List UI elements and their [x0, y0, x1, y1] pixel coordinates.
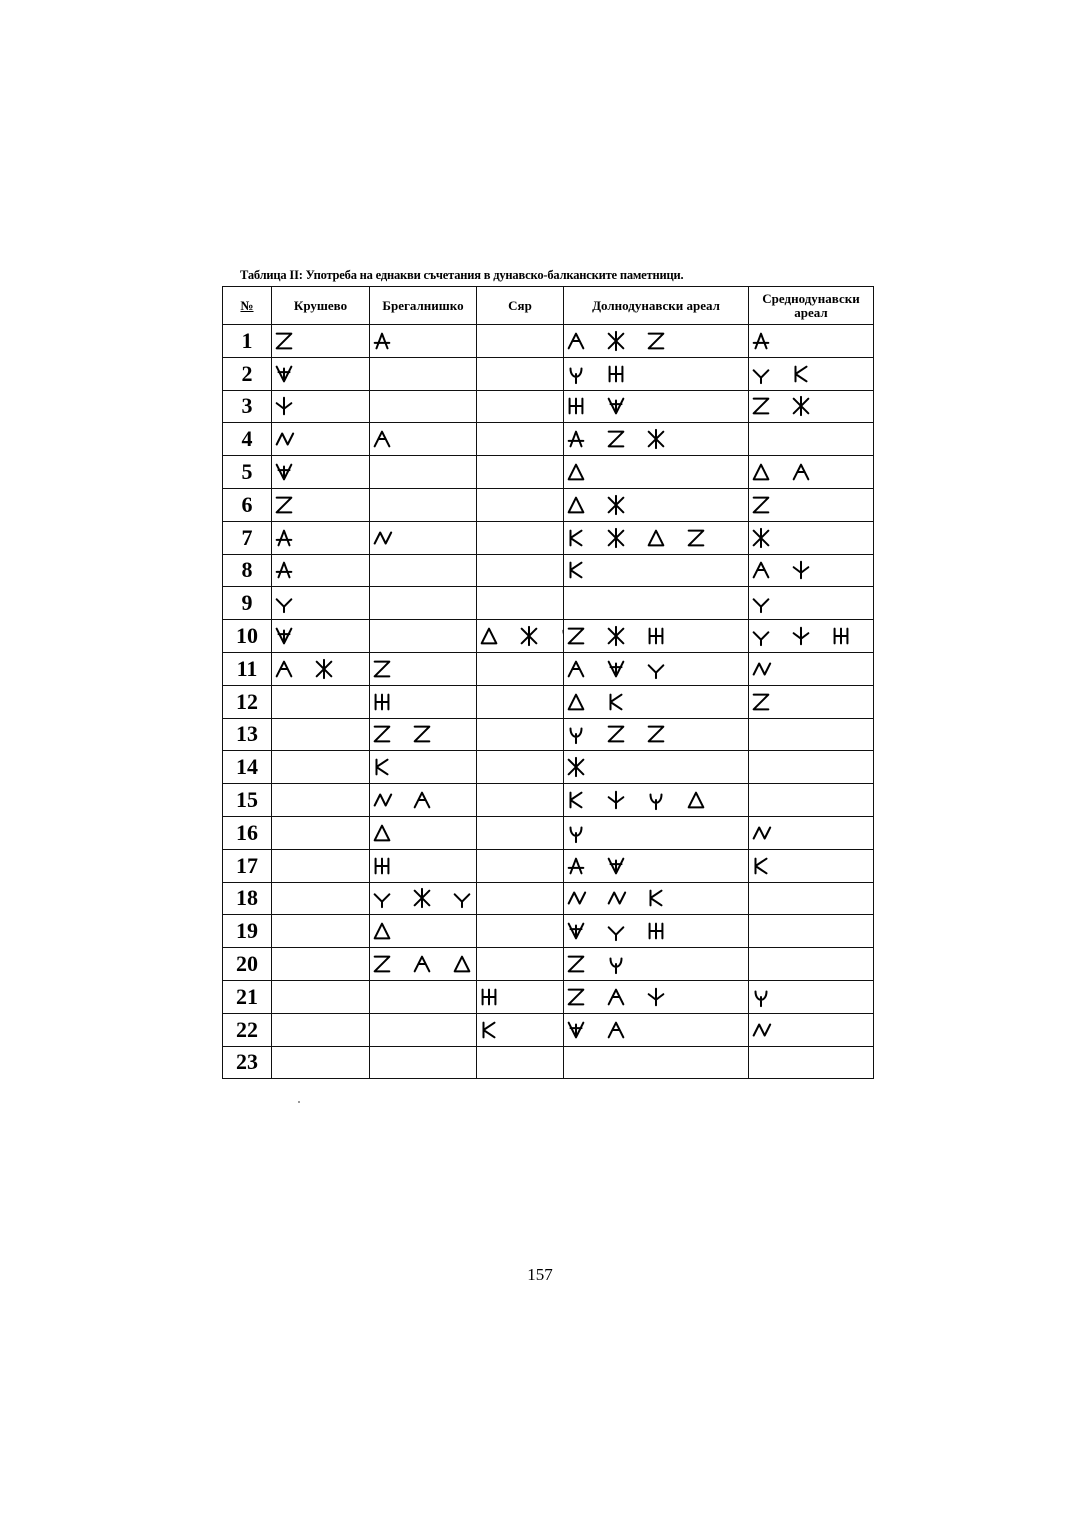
- cell-bregalnishko: [370, 685, 477, 718]
- table-row: [223, 456, 874, 489]
- runic-sign-glyph: [564, 461, 588, 483]
- runic-sign-glyph: [272, 658, 296, 680]
- row-number: 20: [223, 948, 272, 981]
- cell-bregalnishko: [370, 488, 477, 521]
- cell-srednodunavski: [749, 325, 874, 358]
- cell-dolnodunavski: [564, 488, 749, 521]
- runic-sign-glyph: [789, 395, 813, 417]
- cell-sar: [477, 620, 564, 653]
- runic-sign-glyph: [450, 887, 474, 909]
- runic-sign-glyph: [564, 395, 588, 417]
- table-row: [223, 685, 874, 718]
- row-number: 23: [223, 1046, 272, 1079]
- cell-dolnodunavski: [564, 882, 749, 915]
- cell-bregalnishko: [370, 718, 477, 751]
- runic-sign-glyph: [749, 330, 773, 352]
- cell-dolnodunavski: [564, 685, 749, 718]
- cell-krushevo: [272, 325, 370, 358]
- cell-sar: [477, 521, 564, 554]
- cell-sar: [477, 751, 564, 784]
- cell-krushevo: [272, 816, 370, 849]
- runic-sign-glyph: [272, 428, 296, 450]
- cell-dolnodunavski: [564, 816, 749, 849]
- runic-sign-glyph: [684, 527, 708, 549]
- cell-bregalnishko: [370, 652, 477, 685]
- row-number: 6: [223, 488, 272, 521]
- cell-krushevo: [272, 554, 370, 587]
- runic-sign-glyph: [564, 855, 588, 877]
- cell-dolnodunavski: [564, 849, 749, 882]
- runic-sign-glyph: [644, 658, 668, 680]
- row-number: 3: [223, 390, 272, 423]
- runic-sign-glyph: [370, 527, 394, 549]
- table-row: [223, 488, 874, 521]
- runic-sign-glyph: [410, 953, 434, 975]
- runic-sign-glyph: [604, 395, 628, 417]
- runic-sign-glyph: [604, 625, 628, 647]
- table-row: [223, 423, 874, 456]
- table-row: [223, 390, 874, 423]
- row-number: 12: [223, 685, 272, 718]
- cell-krushevo: [272, 718, 370, 751]
- runic-sign-glyph: [749, 494, 773, 516]
- runic-sign-glyph: [370, 822, 394, 844]
- runic-sign-glyph: [564, 953, 588, 975]
- cell-krushevo: [272, 784, 370, 817]
- cell-krushevo: [272, 948, 370, 981]
- row-number: 11: [223, 652, 272, 685]
- cell-sar: [477, 587, 564, 620]
- table-row: [223, 882, 874, 915]
- table-row: [223, 718, 874, 751]
- cell-sar: [477, 456, 564, 489]
- cell-srednodunavski: [749, 882, 874, 915]
- runic-sign-glyph: [644, 986, 668, 1008]
- runic-sign-glyph: [604, 330, 628, 352]
- cell-bregalnishko: [370, 915, 477, 948]
- table-row: [223, 980, 874, 1013]
- runic-sign-glyph: [604, 920, 628, 942]
- cell-krushevo: [272, 620, 370, 653]
- runic-sign-glyph: [604, 658, 628, 680]
- cell-srednodunavski: [749, 620, 874, 653]
- cell-srednodunavski: [749, 521, 874, 554]
- table-row: [223, 620, 874, 653]
- cell-srednodunavski: [749, 390, 874, 423]
- cell-srednodunavski: [749, 423, 874, 456]
- cell-sar: [477, 915, 564, 948]
- cell-sar: [477, 554, 564, 587]
- cell-krushevo: [272, 357, 370, 390]
- cell-bregalnishko: [370, 784, 477, 817]
- row-number: 8: [223, 554, 272, 587]
- runic-sign-glyph: [564, 658, 588, 680]
- runic-sign-glyph: [749, 625, 773, 647]
- runic-sign-glyph: [272, 625, 296, 647]
- cell-bregalnishko: [370, 423, 477, 456]
- runic-sign-glyph: [604, 527, 628, 549]
- cell-bregalnishko: [370, 325, 477, 358]
- runic-sign-glyph: [564, 789, 588, 811]
- cell-bregalnishko: [370, 620, 477, 653]
- cell-srednodunavski: [749, 980, 874, 1013]
- runic-sign-glyph: [370, 723, 394, 745]
- runic-sign-glyph: [644, 527, 668, 549]
- runic-sign-glyph: [370, 330, 394, 352]
- header-srednodunavski: Среднодунавски ареал: [749, 287, 874, 325]
- cell-dolnodunavski: [564, 620, 749, 653]
- row-number: 10: [223, 620, 272, 653]
- cell-dolnodunavski: [564, 423, 749, 456]
- header-row: [223, 287, 874, 325]
- runic-sign-glyph: [564, 494, 588, 516]
- runic-sign-glyph: [749, 559, 773, 581]
- cell-krushevo: [272, 652, 370, 685]
- cell-sar: [477, 816, 564, 849]
- row-number: 14: [223, 751, 272, 784]
- cell-srednodunavski: [749, 718, 874, 751]
- runic-sign-glyph: [604, 953, 628, 975]
- runic-sign-glyph: [410, 887, 434, 909]
- cell-sar: [477, 882, 564, 915]
- row-number: 7: [223, 521, 272, 554]
- cell-krushevo: [272, 685, 370, 718]
- runic-sign-glyph: [370, 953, 394, 975]
- cell-srednodunavski: [749, 948, 874, 981]
- cell-dolnodunavski: [564, 521, 749, 554]
- header-krushevo: Крушево: [272, 287, 370, 325]
- cell-sar: [477, 1046, 564, 1079]
- cell-krushevo: [272, 587, 370, 620]
- cell-srednodunavski: [749, 587, 874, 620]
- runic-sign-glyph: [644, 920, 668, 942]
- runic-sign-glyph: [370, 691, 394, 713]
- page-number: 157: [527, 1265, 553, 1284]
- runic-sign-glyph: [749, 855, 773, 877]
- runic-sign-glyph: [644, 723, 668, 745]
- cell-sar: [477, 652, 564, 685]
- runic-sign-glyph: [410, 723, 434, 745]
- cell-dolnodunavski: [564, 1046, 749, 1079]
- cell-bregalnishko: [370, 751, 477, 784]
- runic-sign-glyph: [272, 592, 296, 614]
- cell-krushevo: [272, 423, 370, 456]
- cell-srednodunavski: [749, 488, 874, 521]
- cell-dolnodunavski: [564, 390, 749, 423]
- row-number: 21: [223, 980, 272, 1013]
- cell-sar: [477, 685, 564, 718]
- cell-bregalnishko: [370, 948, 477, 981]
- runic-sign-glyph: [564, 363, 588, 385]
- runic-sign-glyph: [604, 855, 628, 877]
- runic-sign-glyph: [272, 363, 296, 385]
- runic-sign-glyph: [604, 1019, 628, 1041]
- table-row: [223, 521, 874, 554]
- table-row: [223, 1046, 874, 1079]
- cell-sar: [477, 784, 564, 817]
- cell-dolnodunavski: [564, 980, 749, 1013]
- table-row: [223, 587, 874, 620]
- runic-sign-glyph: [370, 855, 394, 877]
- cell-krushevo: [272, 390, 370, 423]
- cell-dolnodunavski: [564, 915, 749, 948]
- runic-sign-glyph: [564, 428, 588, 450]
- runic-sign-glyph: [604, 723, 628, 745]
- cell-srednodunavski: [749, 554, 874, 587]
- table-row: [223, 357, 874, 390]
- runic-sign-glyph: [644, 428, 668, 450]
- runic-sign-glyph: [564, 1019, 588, 1041]
- runic-sign-glyph: [272, 330, 296, 352]
- runic-sign-glyph: [272, 395, 296, 417]
- cell-krushevo: [272, 849, 370, 882]
- runic-sign-glyph: [517, 625, 541, 647]
- cell-dolnodunavski: [564, 652, 749, 685]
- header-sar: Сяр: [477, 287, 564, 325]
- cell-sar: [477, 1013, 564, 1046]
- row-number: 16: [223, 816, 272, 849]
- header-dolnodunavski: Долнодунавски ареал: [564, 287, 749, 325]
- runic-sign-glyph: [312, 658, 336, 680]
- runic-sign-glyph: [749, 1019, 773, 1041]
- row-number: 17: [223, 849, 272, 882]
- cell-srednodunavski: [749, 784, 874, 817]
- runic-sign-glyph: [749, 691, 773, 713]
- runic-sign-glyph: [749, 363, 773, 385]
- runic-sign-glyph: [604, 363, 628, 385]
- table-row: [223, 784, 874, 817]
- cell-srednodunavski: [749, 357, 874, 390]
- runic-sign-glyph: [564, 625, 588, 647]
- runic-sign-glyph: [272, 461, 296, 483]
- runic-sign-glyph: [604, 986, 628, 1008]
- runic-sign-glyph: [370, 756, 394, 778]
- runic-sign-glyph: [477, 625, 501, 647]
- header-no: №: [223, 287, 272, 325]
- runic-sign-glyph: [789, 363, 813, 385]
- cell-dolnodunavski: [564, 751, 749, 784]
- cell-srednodunavski: [749, 816, 874, 849]
- cell-krushevo: [272, 456, 370, 489]
- runic-sign-glyph: [370, 920, 394, 942]
- runic-sign-glyph: [789, 559, 813, 581]
- cell-srednodunavski: [749, 1046, 874, 1079]
- cell-sar: [477, 423, 564, 456]
- table-row: [223, 816, 874, 849]
- cell-dolnodunavski: [564, 456, 749, 489]
- cell-krushevo: [272, 521, 370, 554]
- cell-sar: [477, 980, 564, 1013]
- cell-bregalnishko: [370, 1046, 477, 1079]
- runic-sign-glyph: [477, 1019, 501, 1041]
- runic-sign-glyph: [370, 428, 394, 450]
- runic-sign-glyph: [272, 494, 296, 516]
- row-number: 19: [223, 915, 272, 948]
- cell-srednodunavski: [749, 1013, 874, 1046]
- cell-dolnodunavski: [564, 718, 749, 751]
- runic-sign-glyph: [564, 756, 588, 778]
- signs-table: [222, 286, 874, 1079]
- runic-sign-glyph: [604, 428, 628, 450]
- runic-sign-glyph: [644, 330, 668, 352]
- runic-sign-glyph: [564, 559, 588, 581]
- runic-sign-glyph: [749, 527, 773, 549]
- runic-sign-glyph: [749, 658, 773, 680]
- cell-bregalnishko: [370, 456, 477, 489]
- cell-krushevo: [272, 1046, 370, 1079]
- cell-sar: [477, 390, 564, 423]
- cell-dolnodunavski: [564, 784, 749, 817]
- cell-sar: [477, 325, 564, 358]
- row-number: 15: [223, 784, 272, 817]
- cell-krushevo: [272, 1013, 370, 1046]
- runic-sign-glyph: [644, 887, 668, 909]
- runic-sign-glyph: [749, 822, 773, 844]
- runic-sign-glyph: [564, 691, 588, 713]
- runic-sign-glyph: [644, 789, 668, 811]
- runic-sign-glyph: [749, 592, 773, 614]
- runic-sign-glyph: [749, 461, 773, 483]
- cell-bregalnishko: [370, 882, 477, 915]
- runic-sign-glyph: [557, 625, 564, 647]
- cell-krushevo: [272, 751, 370, 784]
- runic-sign-glyph: [370, 658, 394, 680]
- table-caption: Таблица II: Употреба на еднакви съчетания в дунавско-балканските паметници.: [240, 268, 684, 282]
- runic-sign-glyph: [749, 395, 773, 417]
- row-number: 18: [223, 882, 272, 915]
- runic-sign-glyph: [789, 461, 813, 483]
- cell-bregalnishko: [370, 554, 477, 587]
- cell-dolnodunavski: [564, 357, 749, 390]
- table-row: [223, 325, 874, 358]
- cell-bregalnishko: [370, 980, 477, 1013]
- cell-bregalnishko: [370, 521, 477, 554]
- header-bregalnishko: Брегалнишко: [370, 287, 477, 325]
- cell-dolnodunavski: [564, 554, 749, 587]
- cell-bregalnishko: [370, 849, 477, 882]
- row-number: 1: [223, 325, 272, 358]
- cell-sar: [477, 488, 564, 521]
- runic-sign-glyph: [450, 953, 474, 975]
- runic-sign-glyph: [829, 625, 853, 647]
- cell-bregalnishko: [370, 390, 477, 423]
- table-row: [223, 751, 874, 784]
- cell-krushevo: [272, 488, 370, 521]
- cell-sar: [477, 948, 564, 981]
- runic-sign-glyph: [604, 691, 628, 713]
- runic-sign-glyph: [604, 789, 628, 811]
- cell-bregalnishko: [370, 587, 477, 620]
- row-number: 4: [223, 423, 272, 456]
- runic-sign-glyph: [564, 527, 588, 549]
- cell-sar: [477, 718, 564, 751]
- table-row: [223, 652, 874, 685]
- runic-sign-glyph: [564, 887, 588, 909]
- runic-sign-glyph: [749, 986, 773, 1008]
- runic-sign-glyph: [272, 527, 296, 549]
- table-row: [223, 915, 874, 948]
- runic-sign-glyph: [564, 723, 588, 745]
- cell-srednodunavski: [749, 652, 874, 685]
- runic-sign-glyph: [789, 625, 813, 647]
- runic-sign-glyph: [564, 920, 588, 942]
- runic-sign-glyph: [272, 559, 296, 581]
- runic-sign-glyph: [370, 789, 394, 811]
- cell-dolnodunavski: [564, 948, 749, 981]
- cell-krushevo: [272, 882, 370, 915]
- cell-bregalnishko: [370, 1013, 477, 1046]
- runic-sign-glyph: [410, 789, 434, 811]
- cell-bregalnishko: [370, 357, 477, 390]
- row-number: 9: [223, 587, 272, 620]
- runic-sign-glyph: [604, 494, 628, 516]
- runic-sign-glyph: [644, 625, 668, 647]
- cell-krushevo: [272, 915, 370, 948]
- row-number: 22: [223, 1013, 272, 1046]
- runic-sign-glyph: [564, 986, 588, 1008]
- cell-krushevo: [272, 980, 370, 1013]
- runic-sign-glyph: [604, 887, 628, 909]
- cell-srednodunavski: [749, 751, 874, 784]
- runic-sign-glyph: [477, 986, 501, 1008]
- runic-sign-glyph: [684, 789, 708, 811]
- row-number: 13: [223, 718, 272, 751]
- table-row: [223, 1013, 874, 1046]
- cell-bregalnishko: [370, 816, 477, 849]
- cell-dolnodunavski: [564, 1013, 749, 1046]
- scan-speck: [298, 1101, 300, 1103]
- cell-srednodunavski: [749, 685, 874, 718]
- table-row: [223, 849, 874, 882]
- row-number: 2: [223, 357, 272, 390]
- runic-sign-glyph: [370, 887, 394, 909]
- cell-dolnodunavski: [564, 325, 749, 358]
- cell-srednodunavski: [749, 456, 874, 489]
- row-number: 5: [223, 456, 272, 489]
- table-row: [223, 948, 874, 981]
- cell-sar: [477, 849, 564, 882]
- cell-dolnodunavski: [564, 587, 749, 620]
- cell-srednodunavski: [749, 849, 874, 882]
- table-row: [223, 554, 874, 587]
- cell-sar: [477, 357, 564, 390]
- cell-srednodunavski: [749, 915, 874, 948]
- runic-sign-glyph: [564, 330, 588, 352]
- runic-sign-glyph: [564, 822, 588, 844]
